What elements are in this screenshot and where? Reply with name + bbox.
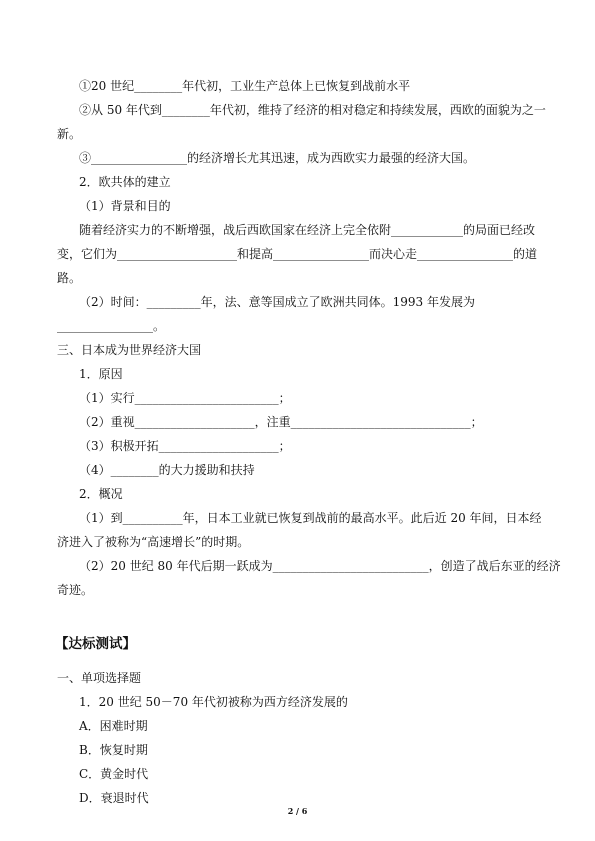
section-title: 【达标测试】: [55, 636, 136, 652]
line-3: 新。: [57, 127, 82, 141]
line-19: （1）到__________年，日本工业就已恢复到战前的最高水平。此后近 20 年间，日本经: [79, 511, 542, 525]
page-number: 2 / 6: [287, 806, 308, 816]
line-28: D．衰退时代: [79, 791, 149, 805]
line-8: 变，它们为____________________和提高________________而决心走________________的道: [57, 247, 538, 261]
line-24: 1．20 世纪 50－70 年代初被称为西方经济发展的: [79, 695, 348, 709]
line-6: （1）背景和目的: [79, 199, 171, 213]
line-10: （2）时间：_________年，法、意等国成立了欧洲共同体。1993 年发展为: [79, 295, 475, 309]
line-21: （2）20 世纪 80 年代后期一跃成为__________________________，创造了战后东亚的经济: [79, 559, 561, 573]
line-11: ________________。: [57, 319, 166, 333]
line-22: 奇迹。: [57, 583, 94, 597]
line-27: C．黄金时代: [79, 767, 149, 781]
line-2: ②从 50 年代到________年代初，维持了经济的相对稳定和持续发展，西欧的面貌为之一: [79, 103, 546, 117]
line-13: 1．原因: [79, 367, 123, 381]
line-20: 济进入了被称为“高速增长”的时期。: [57, 535, 250, 549]
line-5: 2．欧共体的建立: [79, 175, 171, 189]
line-4: ③________________的经济增长尤其迅速，成为西欧实力最强的经济大国。: [79, 151, 476, 165]
line-25: A．困难时期: [79, 719, 148, 733]
line-14: （1）实行________________________；: [79, 391, 291, 405]
line-15: （2）重视____________________，注重______________________________；: [79, 415, 483, 429]
line-16: （3）积极开拓____________________；: [79, 439, 291, 453]
line-23: 一、单项选择题: [57, 671, 142, 685]
line-12: 三、日本成为世界经济大国: [57, 343, 202, 357]
line-1: ①20 世纪________年代初，工业生产总体上已恢复到战前水平: [79, 79, 411, 93]
line-17: （4）________的大力援助和扶持: [79, 463, 255, 477]
line-9: 路。: [57, 271, 82, 285]
line-18: 2．概况: [79, 487, 123, 501]
line-26: B．恢复时期: [79, 743, 148, 757]
line-7: 随着经济实力的不断增强，战后西欧国家在经济上完全依附____________的局面已经改: [79, 223, 536, 237]
